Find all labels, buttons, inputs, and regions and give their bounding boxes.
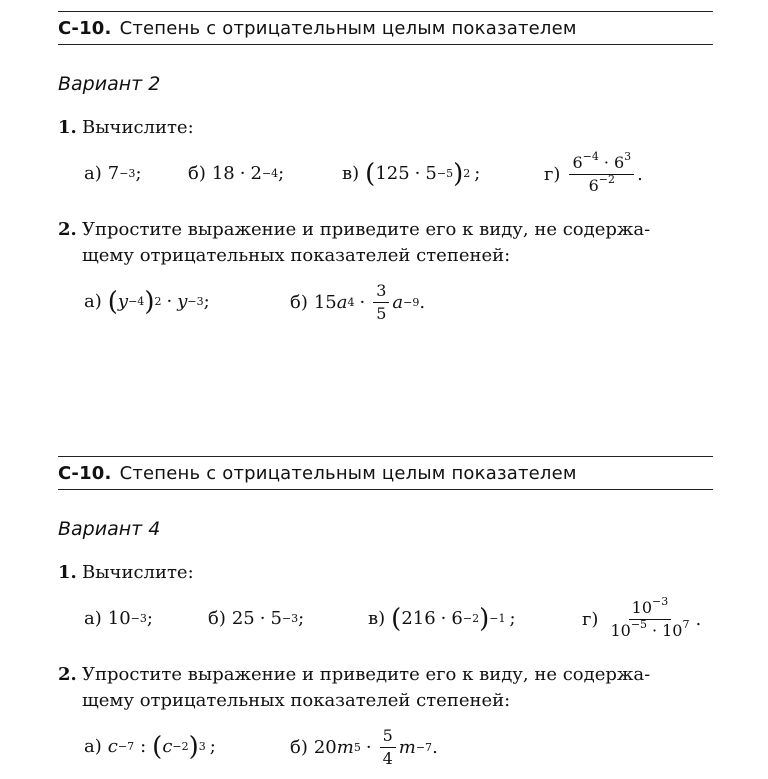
header-code: С-10. [58,17,112,39]
header-title: Степень с отрицательным целым показателем [119,17,577,39]
task-text-line-1: Упростите выражение и приведите его к виду, не содержа- [82,664,651,685]
task-2-items [58,724,713,770]
task-1 [58,560,713,586]
task-1-item-b: б) 25 · 5 −3 ; [208,608,305,629]
section-variant-4 [58,456,713,770]
task-1-item-c: в) ( 125 · 5 −5 ) 2 ; [342,158,481,189]
task-1-item-b: б) 18 · 2 −4 ; [188,163,285,184]
task-text: Вычислите: [82,562,194,583]
task-1-item-d: г) $\frac{10^{-3}}{10^{-5} \cdot 10^7}$ . [582,595,702,640]
task-2 [58,217,713,269]
task-2-item-a: а) c −7 : ( c −2 ) 3 ; [84,731,216,762]
header-title: Степень с отрицательным целым показателем [119,462,577,484]
task-2-item-b: б) 20 m 5 · $\frac{5}{4}$ m −7 . [290,726,438,768]
task-1-item-a: а) 7 −3 ; [84,163,142,184]
task-text-line-1: Упростите выражение и приведите его к виду, не содержа- [82,219,651,240]
section-header [58,456,713,490]
task-1 [58,115,713,141]
task-number: 1. [58,562,77,583]
task-number: 2. [58,219,77,240]
fraction: $\frac{6^{-4} \cdot 6^3}{6^{-2}}$ [569,153,634,196]
task-2-items [58,279,713,325]
section-variant-2 [58,11,713,325]
task-1-items [58,596,713,642]
variant-title: Вариант 4 [58,518,161,540]
task-1-item-a: а) 10 −3 ; [84,608,153,629]
task-number: 2. [58,664,77,685]
header-code: С-10. [58,462,112,484]
task-text-line-2: щему отрицательных показателей степеней: [82,690,511,711]
task-1-item-c: в) ( 216 · 6 −2 ) −1 ; [368,603,516,634]
task-1-item-d: г) $\frac{6^{-4} \cdot 6^3}{6^{-2}}$ . [544,150,643,195]
task-1-items [58,151,713,197]
fraction: $\frac{5}{4}$ [380,726,396,769]
section-header [58,11,713,45]
task-2-item-b: б) 15 a 4 · $\frac{3}{5}$ a −9 . [290,281,426,323]
task-text: Вычислите: [82,117,194,138]
fraction: $\frac{3}{5}$ [373,281,389,324]
task-text-line-2: щему отрицательных показателей степеней: [82,245,511,266]
task-2 [58,662,713,714]
fraction: $\frac{10^{-3}}{10^{-5} \cdot 10^7}$ [610,595,690,640]
task-2-item-a: а) ( y −4 ) 2 · y −3 ; [84,286,210,317]
task-number: 1. [58,117,77,138]
variant-title: Вариант 2 [58,73,161,95]
